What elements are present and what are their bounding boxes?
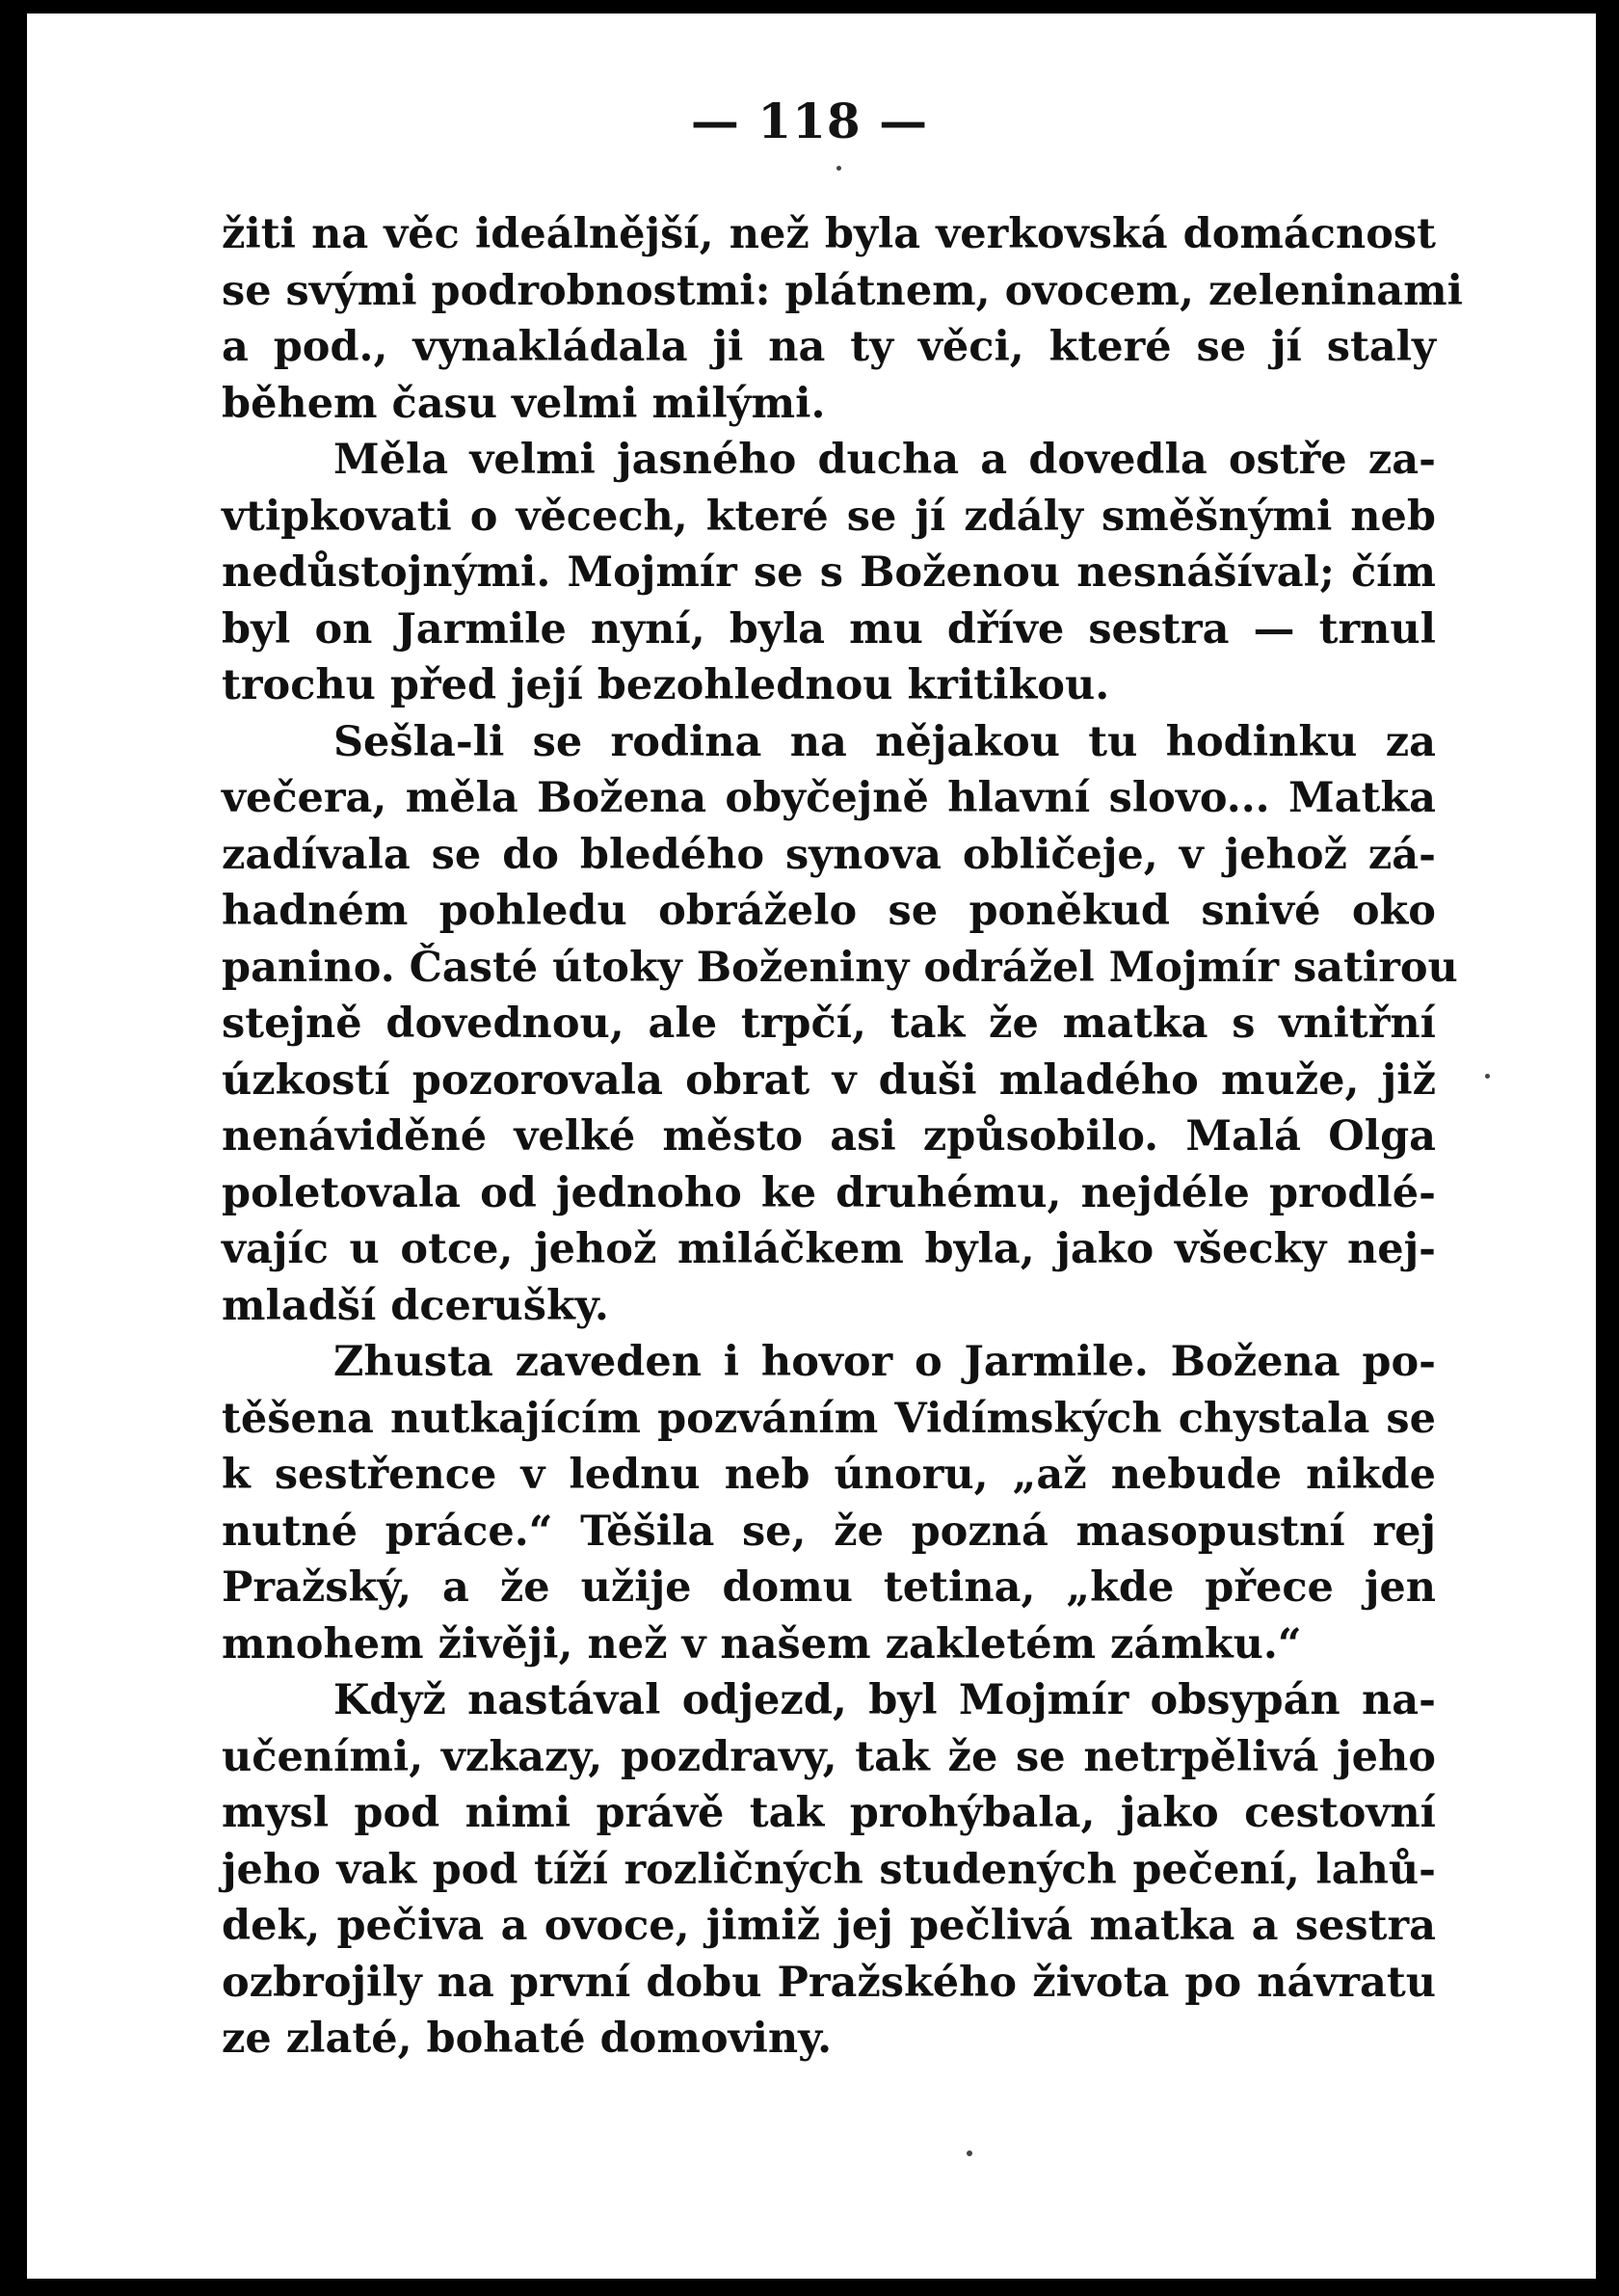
text-line: během času velmi milými. <box>222 379 826 428</box>
text-line: Zhusta zaveden i hovor o Jarmile. Božena po- <box>333 1338 1436 1386</box>
text-line: nenáviděné velké město asi způsobilo. Malá Olga <box>222 1112 1436 1161</box>
text-line: žiti na věc ideálnější, než byla verkovská domácnost <box>222 210 1436 258</box>
scan-edge-bottom <box>0 2279 1619 2296</box>
text-line: panino. Časté útoky Boženiny odrážel Mojmír satirou <box>222 943 1458 992</box>
scan-speck <box>836 166 841 171</box>
text-line: večera, měla Božena obyčejně hlavní slovo... Matka <box>222 774 1436 822</box>
scan-edge-left <box>0 0 27 2296</box>
text-line: Pražský, a že užije domu tetina, „kde přece jen <box>222 1563 1436 1612</box>
text-line: Když nastával odjezd, byl Mojmír obsypán na- <box>333 1676 1436 1724</box>
text-line: stejně dovednou, ale trpčí, tak že matka s vnitřní <box>222 1000 1436 1048</box>
scan-speck <box>967 2150 972 2156</box>
text-line: zadívala se do bledého synova obličeje, v jehož zá- <box>222 830 1436 879</box>
text-line: trochu před její bezohlednou kritikou. <box>222 661 1110 709</box>
text-line: Sešla-li se rodina na nějakou tu hodinku za <box>333 717 1436 766</box>
text-line: nutné práce.“ Těšila se, že pozná masopustní rej <box>222 1507 1436 1556</box>
scan-speck <box>1485 1074 1490 1079</box>
text-line: těšena nutkajícím pozváním Vidímských chystala se <box>222 1394 1436 1443</box>
text-line: jeho vak pod tíží rozličných studených pečení, lahů- <box>222 1845 1436 1894</box>
text-line: mnohem živěji, než v našem zakletém zámku.“ <box>222 1619 1302 1669</box>
text-line: učeními, vzkazy, pozdravy, tak že se netrpělivá jeho <box>222 1732 1436 1781</box>
text-line: mysl pod nimi právě tak prohýbala, jako cestovní <box>222 1789 1436 1837</box>
text-line: k sestřence v lednu neb únoru, „až nebude nikde <box>222 1451 1436 1499</box>
text-line: byl on Jarmile nyní, byla mu dříve sestra — trnul <box>222 604 1436 654</box>
text-line: a pod., vynakládala ji na ty věci, které se jí staly <box>222 323 1436 371</box>
text-line: ozbrojily na první dobu Pražského života po návratu <box>222 1958 1436 2007</box>
text-line: hadném pohledu obráželo se poněkud snivé oko <box>222 887 1436 935</box>
text-line: úzkostí pozorovala obrat v duši mladého muže, již <box>222 1055 1436 1105</box>
body-text <box>222 206 1463 2068</box>
text-line: ze zlaté, bohaté domoviny. <box>222 2015 833 2063</box>
text-line: nedůstojnými. Mojmír se s Boženou nesnášíval; čím <box>222 548 1436 597</box>
scan-edge-right <box>1596 0 1619 2296</box>
scan-edge-top <box>0 0 1619 13</box>
text-line: se svými podrobnostmi: plátnem, ovocem, zeleninami <box>222 266 1463 315</box>
text-line: vajíc u otce, jehož miláčkem byla, jako všecky nej- <box>222 1225 1436 1273</box>
text-line: poletovala od jednoho ke druhému, nejdéle prodlé- <box>222 1168 1436 1217</box>
text-line: dek, pečiva a ovoce, jimiž jej pečlivá matka a sestra <box>222 1902 1436 1950</box>
text-line: vtipkovati o věcech, které se jí zdály směšnými neb <box>222 492 1436 541</box>
page-number: — 118 — <box>690 93 929 149</box>
text-line: Měla velmi jasného ducha a dovedla ostře za- <box>333 436 1436 484</box>
text-line: mladší dcerušky. <box>222 1281 609 1330</box>
